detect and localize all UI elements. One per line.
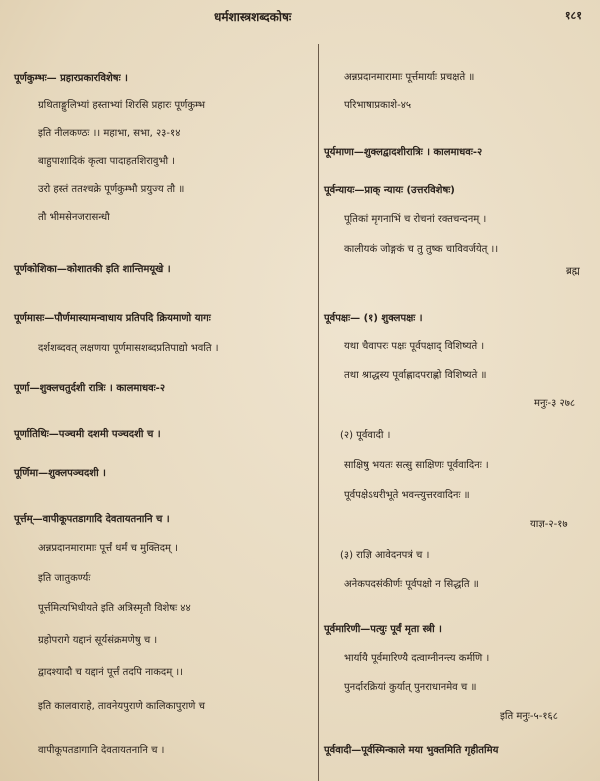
entry-headword: पूर्णा—शुक्लचतुर्दशी रात्रिः । कालमाधवः-२	[14, 383, 166, 394]
entry-headword: पूर्वमारिणी—पत्युः पूर्वं मृता स्त्री ।	[324, 624, 442, 635]
entry-line: इति नीलकण्ठः ।। महाभा, सभा, २३-१४	[38, 128, 181, 139]
entry-line: पूर्त्तमित्यभिधीयते इति अत्रिस्मृतौ विशेषः ४४	[38, 603, 191, 614]
entry-line: साक्षिषु भयतः सत्सु साक्षिणः पूर्ववादिनः ।	[344, 460, 489, 471]
page-number: १८१	[564, 9, 582, 22]
entry-line: दर्शशब्दवत् लक्षणया पूर्णमासशब्दप्रतिपाद्यो भवति ।	[38, 343, 219, 354]
entry-headword: पूर्णमासः—पौर्णमास्यामन्वाधाय प्रतिपदि क्रियमाणो यागः	[14, 313, 211, 324]
entry-headword: पूर्ववादी—पूर्वस्मिन्काले मया भुक्तमिति गृहीतमिय	[324, 745, 499, 756]
entry-line: इति जातुकर्ण्यः	[38, 573, 91, 584]
entry-headword: पूर्णकोशिका—कोशातकी इति शान्तिमयूखे ।	[14, 264, 171, 275]
entry-headword: पूर्णातिथिः—पञ्चमी दशमी पञ्चदशी च ।	[14, 429, 161, 440]
entry-line: अन्नप्रदानमारामाः पूर्त्तमार्याः प्रचक्षते ॥	[344, 72, 475, 83]
entry-headword: पूर्यमाणा—शुक्लद्वादशीरात्रिः । कालमाधवः-२	[324, 147, 483, 158]
entry-line: कालीयकं जोङ्गकं च तु तुष्क चाविवर्जयेत् ।।	[344, 244, 499, 255]
entry-headword: पूर्त्तम्—वापीकूपतडागादि देवतायतनानि च ।	[14, 514, 170, 525]
entry-line: पूर्वपक्षेऽधरीभूते भवन्त्युत्तरवादिनः ॥	[344, 490, 470, 501]
entry-line: पूतिकां मृगनाभिं च रोचनां रक्तचन्दनम् ।	[344, 214, 487, 225]
source-reference: इति मनुः-५-१६८	[500, 711, 558, 722]
entry-line: द्वादश्यादौ च यद्दानं पूर्त्तं तदपि नाकदम् ।।	[38, 667, 183, 678]
entry-line: परिभाषाप्रकाशे-४५	[344, 100, 412, 111]
sense-heading: (३) राज्ञि आवेदनपत्रं च ।	[340, 550, 430, 561]
source-reference: याज्ञ-२-१७	[530, 519, 568, 530]
entry-line: अन्नप्रदानमारामाः पूर्त्तं धर्मं च मुक्तिदम् ।	[38, 543, 178, 554]
source-reference: मनुः-३ २७८	[534, 398, 576, 409]
entry-line: यथा चैवापरः पक्षः पूर्वपक्षाद् विशिष्यते ।	[344, 341, 485, 352]
source-reference: ब्रह्म	[566, 266, 580, 277]
entry-headword: पूर्वन्यायः—प्राक् न्यायः (उत्तरविशेषः)	[324, 185, 455, 196]
entry-line: ग्रथिताङ्गुलिभ्यां हस्ताभ्यां शिरसि प्रहारः पूर्णकुम्भ	[38, 100, 206, 111]
running-head: धर्मशास्त्रशब्दकोषः	[214, 10, 292, 24]
entry-line: तौ भीमसेनजरासन्धौ	[38, 212, 110, 223]
entry-line: बाहुपाशादिकं कृत्वा पादाहतशिरावुभौ ।	[38, 156, 176, 167]
entry-headword: पूर्वपक्षः— (१) शुक्लपक्षः ।	[324, 313, 423, 324]
entry-line: इति कालवाराहे, तावनेयपुराणे कालिकापुराणे च	[38, 701, 205, 712]
entry-line: भार्यायै पूर्वमारिण्यै दत्वाग्नीनन्त्य कर्मणि ।	[344, 653, 490, 664]
entry-line: उरो हस्तं ततश्चक्रे पूर्णकुम्भौ प्रयुज्य तौ ॥	[38, 184, 185, 195]
entry-line: ग्रहोपरागे यद्दानं सूर्यसंक्रमणेषु च ।	[38, 635, 158, 646]
entry-line: तथा श्राद्धस्य पूर्वाह्णादपराह्णो विशिष्यते ॥	[344, 370, 487, 381]
entry-line: पुनर्दारक्रियां कुर्यात् पुनराधानमेव च ॥	[344, 682, 477, 693]
sense-heading: (२) पूर्ववादी ।	[340, 430, 391, 441]
entry-headword: पूर्णकुम्भः— प्रहारप्रकारविशेषः ।	[14, 73, 128, 84]
entry-line: अनेकपदसंकीर्णः पूर्वपक्षो न सिद्धति ॥	[344, 579, 479, 590]
entry-headword: पूर्णिमा—शुक्लपञ्चदशी ।	[14, 468, 106, 479]
entry-line: वापीकूपतडागानि देवतायतनानि च ।	[38, 745, 165, 756]
column-divider	[318, 44, 319, 781]
